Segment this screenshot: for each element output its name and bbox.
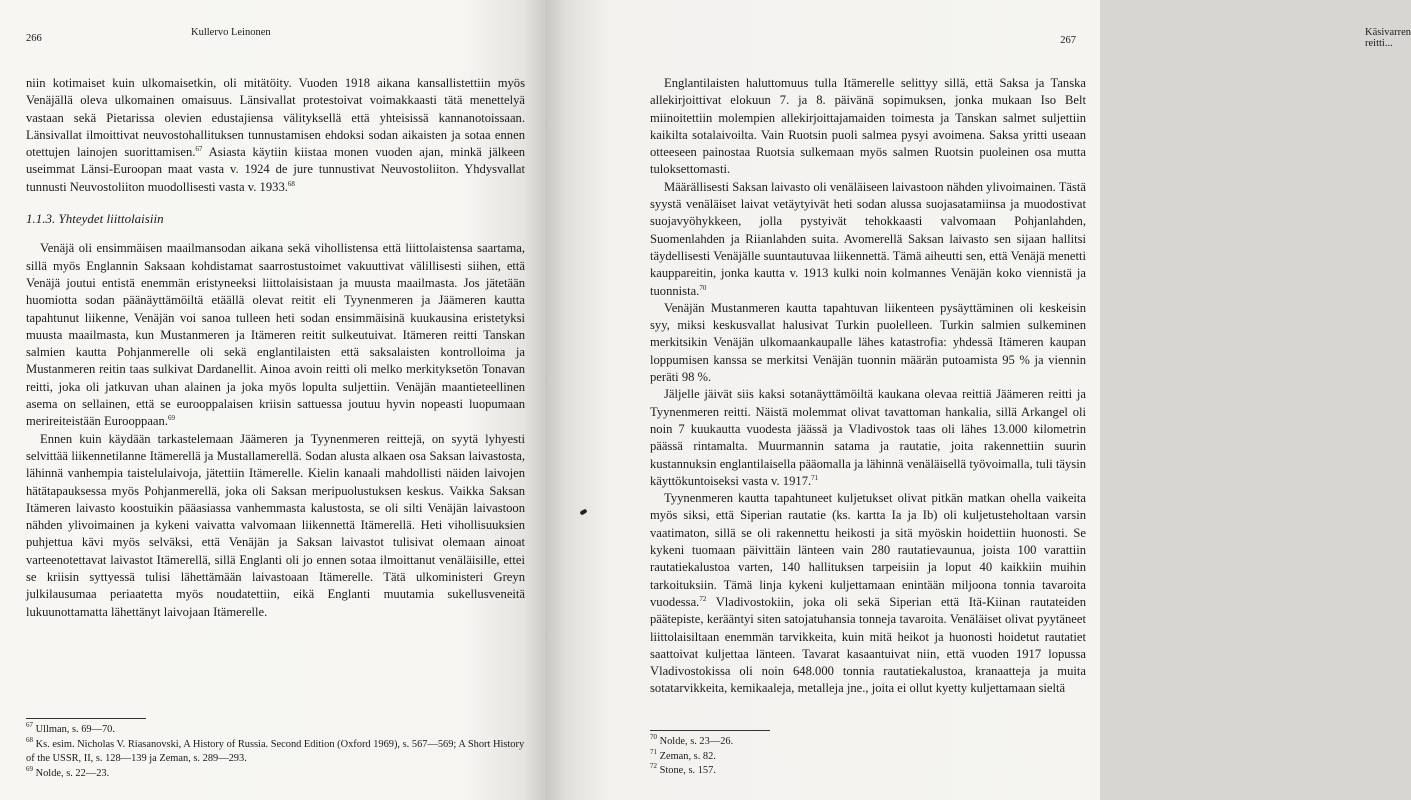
footnote: $^{70}$ Nolde, s. 23—26. [650, 733, 734, 747]
section-heading: 1.1.3. Yhteydet liittolaisiin [26, 211, 164, 227]
paragraph: Jäljelle jäivät siis kaksi sotanäyttämöiltä kaukana olevaa reittiä Jäämeren reitti ja Tyynenmeren reitti. Näistä molemmat olivat tavattoman hankalia, sillä Arkangel oli noin 7 kuukautta vuodesta jäässä ja Vladivostok taas oli lähes 13.000 kilometrin päässä rintamalta. Muurmannin satama ja rautatie, joita rakennettiin suurin kustannuksin englantilaisella pääomalla ja lähinnä venäläisellä työvoimalla, tuli täysin käyttökuntoiseksi vasta v. 1917.71 [650, 387, 1086, 488]
footnote-mark: 72 [699, 594, 707, 603]
page-number: 267 [1060, 35, 1076, 46]
left-footnotes [26, 718, 526, 781]
footnote-mark: 67 [195, 145, 203, 154]
footnote: $^{71}$ Zeman, s. 82. [650, 747, 716, 762]
page-number: 266 [26, 33, 42, 44]
paragraph: Tyynenmeren kautta tapahtuneet kuljetukset olivat pitkän matkan ohella vaikeita myös siksi, että Siperian rautatie (ks. kartta Ia ja Ib) oli kuljetusteholtaan varsin vaatimaton, sillä se oli rakennettu heikosti ja sitä myöskin hoidettiin huonosti. Se kykeni tuomaan päivittäin länteen vain 280 rautatievaunua, joista 100 varattiin rautatiekalustoa varten, 140 hallituksen tarpeisiin ja loput 40 kaikkiin muihin tarkoituksiin. Tämä linja kykeni kuljettamaan enintään miljoona tonnia tavaroita vuodessa.$^{72}$ Vladivostokiin, joka oli sekä Siperian että Itä-Kiinan rautateiden päätepiste, kerääntyi siten satojatuhansia tonneja tavaroita. Venäläiset olivat pyytäneet liittolaisiltaan enemmän tarvikkeita, kuin mitä heikot ja huonosti hoidetut rautatiet saattoivat kuljettaa länteen. Tavarat kasaantuivat niin, että vuoden 1917 lopussa Vladivostokissa oli noin 648.000 tonnia rautatiekalustoa, kranaatteja ja muita sotatarvikkeita, kemikaaleja, metalleja jne., joita ei ollut kyetty kuljettamaan sieltä [650, 491, 1086, 696]
footnote-mark: 70 [699, 283, 707, 292]
right-running-head [650, 25, 1411, 49]
paragraph: Määrällisesti Saksan laivasto oli venäläiseen laivastoon nähden ylivoimainen. Tästä syystä venäläiset laivat vetäytyivät heti sodan alussa suojasatamiinsa ja muodostivat suojavyöhykkeen, jolla pystyivät tehokkaasti valvomaan Pohjanlahden, Suomenlahden ja Riianlahden suita. Avomerellä Saksan laivasto sen sijaan hallitsi täydellisesti Venäjälle suuntautuvaa liikennettä. Tämä aiheutti sen, että Venäjä menetti kauppareitin, jonka kautta v. 1913 kulki noin kolmannes Venäjän koko viennistä ja tuonnista.$^{70}$ [650, 179, 1086, 298]
paragraph: niin kotimaiset kuin ulkomaisetkin, oli mitätöity. Vuoden 1918 aikana kansallistettiin myös Venäjällä oleva ulkomainen omaisuus. Länsivallat protestoivat voimakkaasti tätä menettelyä vastaan sekä Pietarissa olevien edustajiensa välityksellä että yhteisissä kannanotoissaan. Länsivallat ilmoittivat neuvostohallituksen tunnustamisen ehdoksi sodan aikaisten ja sotaa ennen otettujen lainojen suorittamisen.$^{67}$ Asiasta käytiin kiistaa monen vuoden ajan, minkä jälkeen useimmat Länsi-Euroopan maat vasta v. 1924 de jure tunnustivat Neuvostoliiton. Yhdysvallat tunnusti Neuvostoliiton muodollisesti vasta v. 1933.68 [26, 76, 525, 194]
left-body-text [26, 75, 525, 621]
left-running-head [26, 25, 525, 45]
right-footnotes [650, 730, 1080, 779]
paragraph: Venäjä oli ensimmäisen maailmansodan aikana sekä vihollistensa että liittolaistensa saartama, sillä myös Englannin Saksaan kohdistamat saarrostustoimet vakuuttivat välillisesti siihen, että Venäjä joutui entistä enemmän eristyneeksi liittolaisistaan ja muusta maailmasta. Jos jätetään huomiotta sodan päänäyttämöiltä etäällä olevat reitit eli Tyynenmeren ja Jäämeren kautta tapahtunut liikenne, Venäjän voi sanoa tulleen heti sodan ensimmäisinä kuukausina eristetyksi muusta maailmasta, kun Mustanmeren ja Itämeren reitit sulkeutuivat. Itämeren reitti Tanskan salmien kautta Pohjanmerelle oli sekä englantilaisten että saksalaisten kontrolloima ja Mustanmeren reitin taas sulkivat Dardanellit. Ainoa avoin reitti oli melko merkityksetön Tonavan reitti, joka oli jatkuvan uhan alainen ja joka myös lopulta suljettiin. Venäjän maantieteellinen asema on sellainen, että se eurooppalaisen kriisin sattuessa joutuu hyvin nopeasti luopumaan merireiteistään Eurooppaan.$^{69}$ [26, 241, 525, 429]
footnote-rule [26, 718, 146, 719]
footnote-mark: 69 [167, 414, 175, 423]
footnote-mark: 71 [811, 473, 819, 482]
running-title: Kullervo Leinonen [191, 27, 271, 38]
right-page [545, 0, 1411, 800]
footnote: $^{72}$ Stone, s. 157. [650, 762, 716, 777]
footnote: $^{67}$ Ullman, s. 69—70. [26, 721, 115, 735]
left-page [0, 0, 545, 800]
footnote: $^{69}$ Nolde, s. 22—23. [26, 764, 110, 779]
paragraph: Englantilaisten haluttomuus tulla Itämerelle selittyy sillä, että Saksa ja Tanska allekirjoittivat elokuun 7. ja 8. päivänä sopimuksen, jonka mukaan Iso Belt miinoitettiin molempien allekirjoittajamaiden toimesta ja Tanskan salmet suljettiin kaikilta sotalaivoilta. Vain Ruotsin puoli salmea pysyi avoimena. Saksa yritti useaan otteeseen painostaa Ruotsia sulkemaan myös salmen Ruotsin puoleinen osa mutta tuloksettomasti. [650, 76, 1086, 177]
right-body-text [650, 75, 1086, 698]
footnote-mark: 68 [287, 179, 295, 188]
paragraph: Venäjän Mustanmeren kautta tapahtuvan liikenteen pysäyttäminen oli keskeisin syy, miksi keskusvallat halusivat Turkin puolelleen. Turkin salmien sulkeminen merkitsikin Venäjän ulkomaankaupalle lähes katastrofia: yhdessä Itämeren kaupan loppumisen kanssa se merkitsi Venäjän tuonnin määrän putoamista 95 % ja viennin peräti 98 %. [650, 300, 1086, 385]
footnote-rule [650, 730, 770, 731]
paragraph: Ennen kuin käydään tarkastelemaan Jäämeren ja Tyynenmeren reittejä, on syytä lyhyesti selvittää liikennetilanne Itämerellä ja Mustallamerellä. Sodan alusta alkaen osa Saksan laivastosta, lähinnä vanhempia taistelulaivoja, jätettiin Itämerelle. Kielin kanaali mahdollisti näiden laivojen hätätapauksessa myös Pohjanmerellä, joka oli Saksan meripuolustuksen keskus. Vaikka Saksan Itämeren laivasto koostuikin pääasiassa vanhemmasta kalustosta, se oli silti Venäjän laivastoon nähden ylivoimainen ja kykeni vaivatta valvomaan liikennettä Itämerellä. Heti vihollisuuksien puhjettua kävi myös selväksi, että Venäjän ja Saksan laivastot tulisivat olemaan ainoat varteenotettavat laivastot Itämerellä, sillä Englanti oli jo ennen sotaa ilmoittanut venäläisille, ettei se kriisin syttyessä tulisi lähettämään laivastoaan Itämerelle. Tätä ulkoministeri Greyn julkilausumaa periaatetta myös noudatettiin, eikä Englanti muutamia sukellusveneitä lukuunottamatta lähettänyt laivojaan Itämerelle. [26, 431, 525, 619]
running-title: Käsivarren reitti... [1365, 27, 1411, 49]
footnote: $^{68}$ Ks. esim. Nicholas V. Riasanovski, A History of Russia. Second Edition (Oxford 1969), s. 567—569; A Short History of the USSR, II, s. 128—139 ja Zeman, s. 289—293. [26, 735, 525, 765]
